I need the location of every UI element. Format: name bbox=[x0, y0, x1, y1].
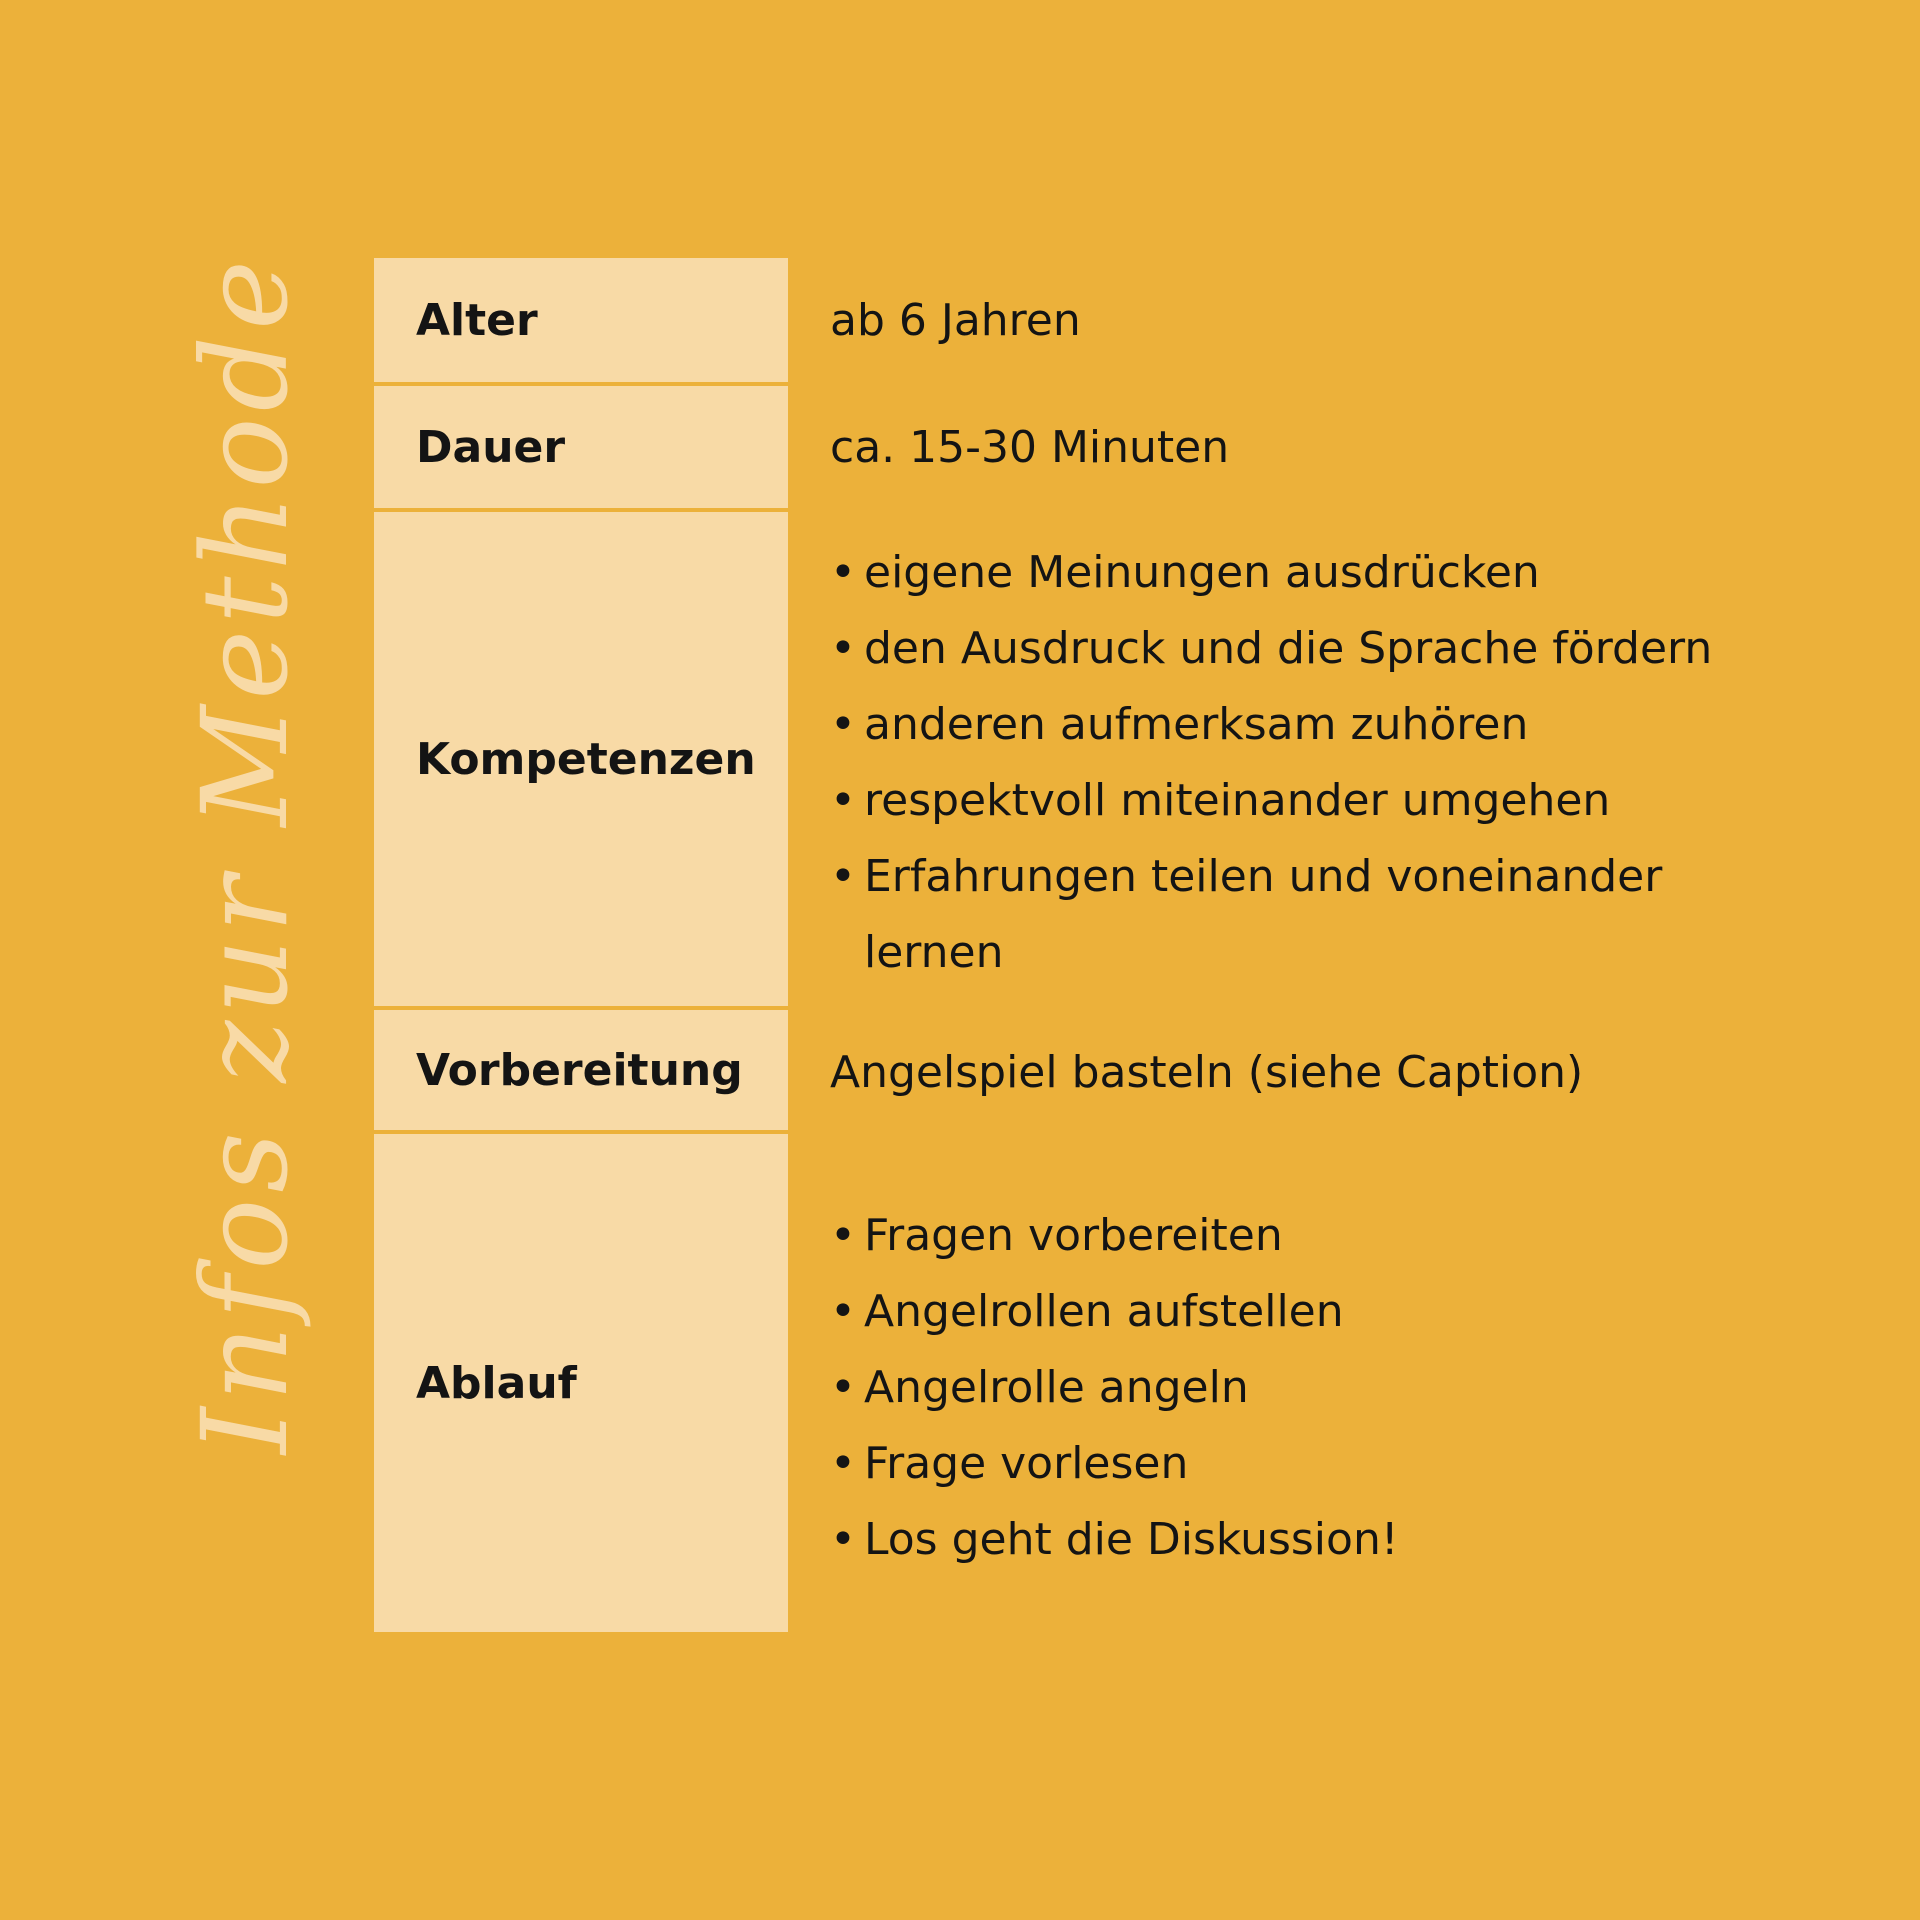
label-column bbox=[374, 258, 788, 1632]
value-alter: ab 6 Jahren bbox=[830, 294, 1081, 346]
kompetenzen-list bbox=[830, 535, 1890, 991]
title-text: Infos zur Methode bbox=[176, 254, 314, 1454]
list-item: • den Ausdruck und die Sprache fördern bbox=[830, 623, 1713, 674]
list-item: • Angelrollen aufstellen bbox=[830, 1286, 1344, 1337]
list-item: • Los geht die Diskussion! bbox=[830, 1514, 1399, 1565]
label-kompetenzen: Kompetenzen bbox=[374, 512, 788, 1006]
list-item: • respektvoll miteinander umgehen bbox=[830, 775, 1611, 826]
list-item: • eigene Meinungen ausdrücken bbox=[830, 547, 1540, 598]
list-item: • Frage vorlesen bbox=[830, 1438, 1189, 1489]
label-alter: Alter bbox=[374, 258, 788, 382]
label-dauer: Dauer bbox=[374, 386, 788, 508]
ablauf-list bbox=[830, 1198, 1890, 1578]
value-dauer: ca. 15-30 Minuten bbox=[830, 421, 1230, 473]
label-vorbereitung: Vorbereitung bbox=[374, 1010, 788, 1130]
value-vorbereitung: Angelspiel basteln (siehe Caption) bbox=[830, 1046, 1584, 1098]
label-ablauf: Ablauf bbox=[374, 1134, 788, 1632]
list-item: • Angelrolle angeln bbox=[830, 1362, 1249, 1413]
list-item: • Erfahrungen teilen und voneinander lernen bbox=[830, 851, 1663, 978]
list-item: • anderen aufmerksam zuhören bbox=[830, 699, 1529, 750]
list-item: • Fragen vorbereiten bbox=[830, 1210, 1283, 1261]
